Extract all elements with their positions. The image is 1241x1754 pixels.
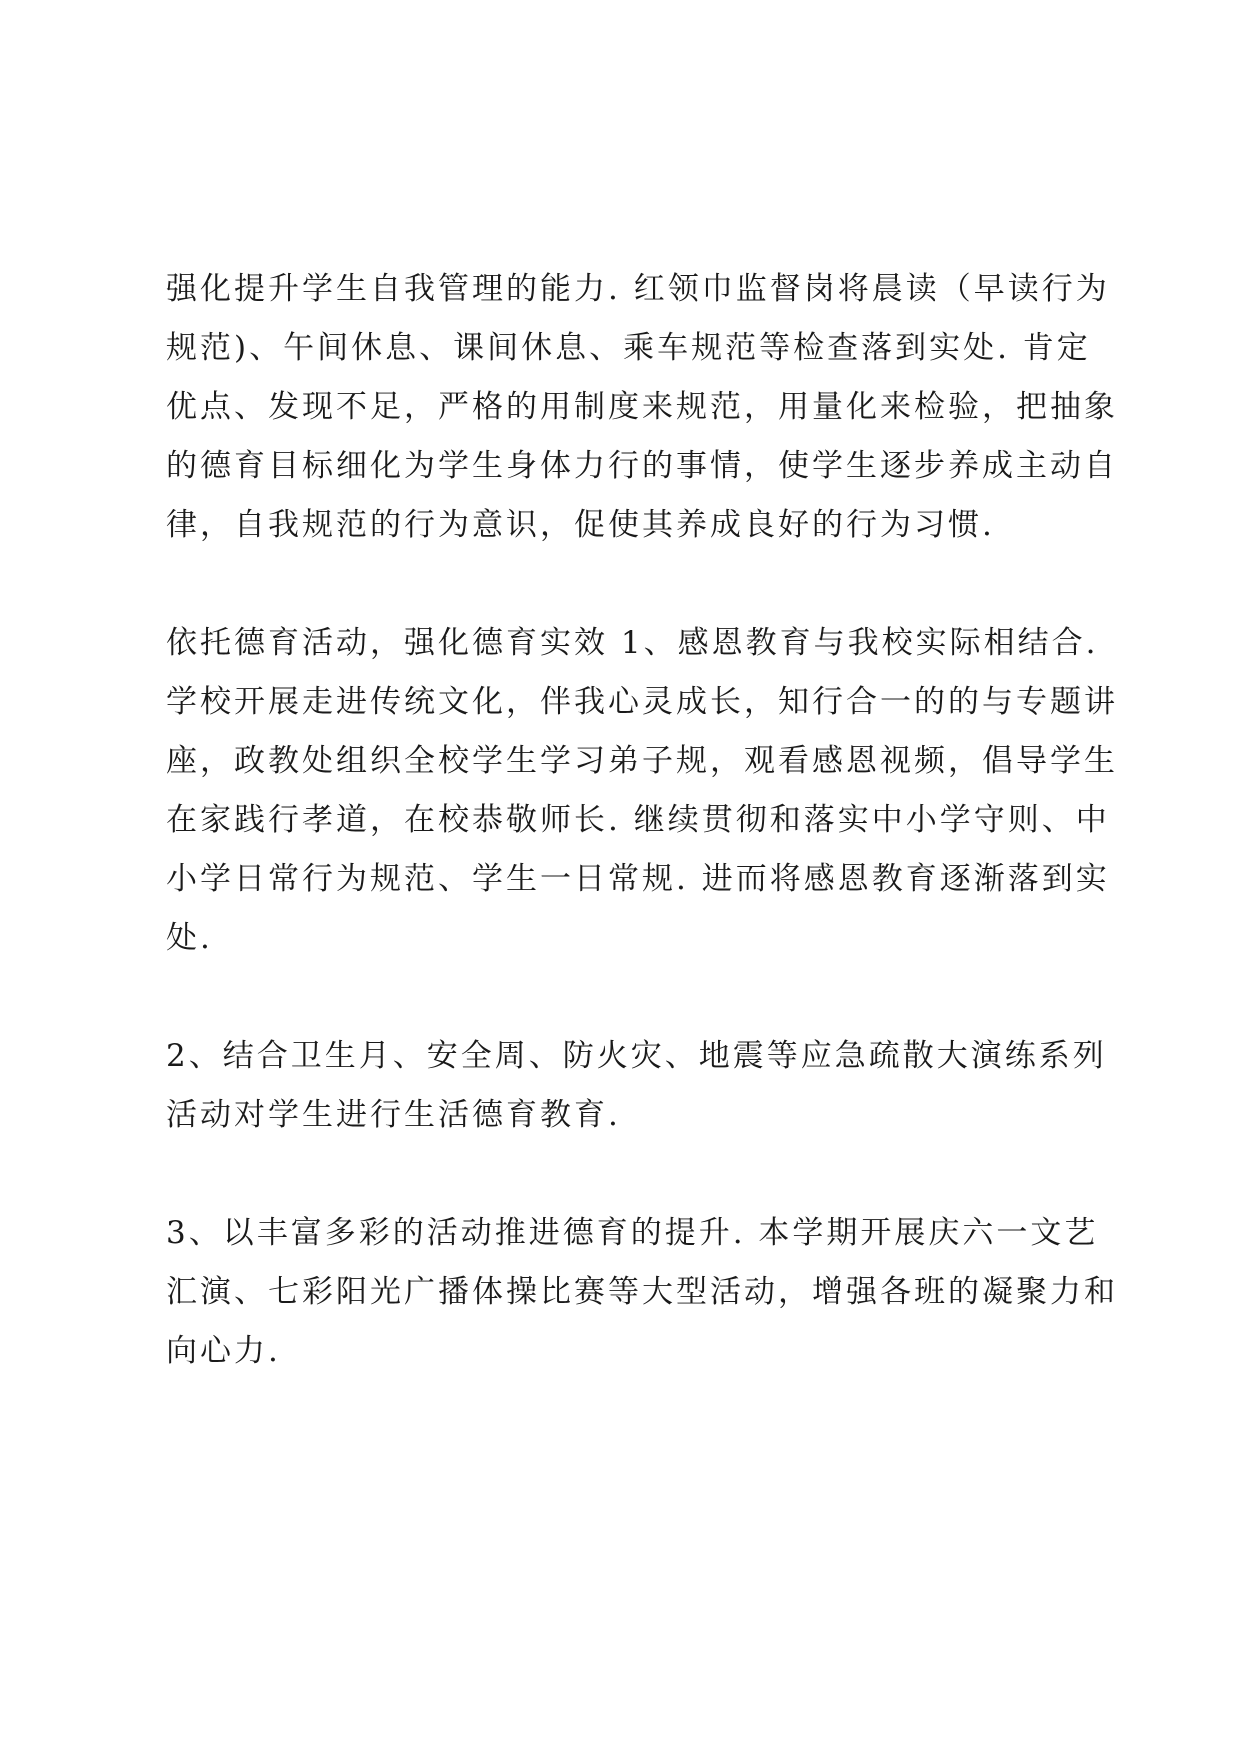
text-line: 活动对学生进行生活德育教育. — [166, 1097, 621, 1133]
document-body — [166, 260, 1118, 1440]
text-line: 3、以丰富多彩的活动推进德育的提升. 本学期开展庆六一文艺 — [166, 1215, 1099, 1251]
text-line: 依托德育活动，强化德育实效 1、感恩教育与我校实际相结合. — [166, 625, 1099, 661]
text-line: 的德育目标细化为学生身体力行的事情，使学生逐步养成主动自 — [166, 448, 1118, 484]
paragraph-safety-drills — [166, 1027, 1107, 1145]
text-line: 处. — [166, 920, 213, 956]
text-line: 小学日常行为规范、学生一日常规. 进而将感恩教育逐渐落到实 — [166, 861, 1110, 897]
text-line: 2、结合卫生月、安全周、防火灾、地震等应急疏散大演练系列 — [166, 1038, 1107, 1074]
text-line: 强化提升学生自我管理的能力. 红领巾监督岗将晨读（早读行为 — [166, 271, 1110, 307]
text-line: 座，政教处组织全校学生学习弟子规，观看感恩视频，倡导学生 — [166, 743, 1118, 779]
paragraph-gratitude-education — [166, 614, 1118, 968]
text-line: 律，自我规范的行为意识，促使其养成良好的行为习惯. — [166, 507, 995, 543]
text-line: 优点、发现不足，严格的用制度来规范，用量化来检验，把抽象 — [166, 389, 1118, 425]
paragraph-self-management — [166, 260, 1118, 555]
text-line: 规范)、午间休息、课间休息、乘车规范等检查落到实处. 肯定 — [166, 330, 1091, 366]
text-line: 在家践行孝道，在校恭敬师长. 继续贯彻和落实中小学守则、中 — [166, 802, 1110, 838]
text-line: 汇演、七彩阳光广播体操比赛等大型活动，增强各班的凝聚力和 — [166, 1274, 1118, 1310]
paragraph-activities — [166, 1204, 1118, 1381]
text-line: 向心力. — [166, 1333, 281, 1369]
text-line: 学校开展走进传统文化，伴我心灵成长，知行合一的的与专题讲 — [166, 684, 1118, 720]
